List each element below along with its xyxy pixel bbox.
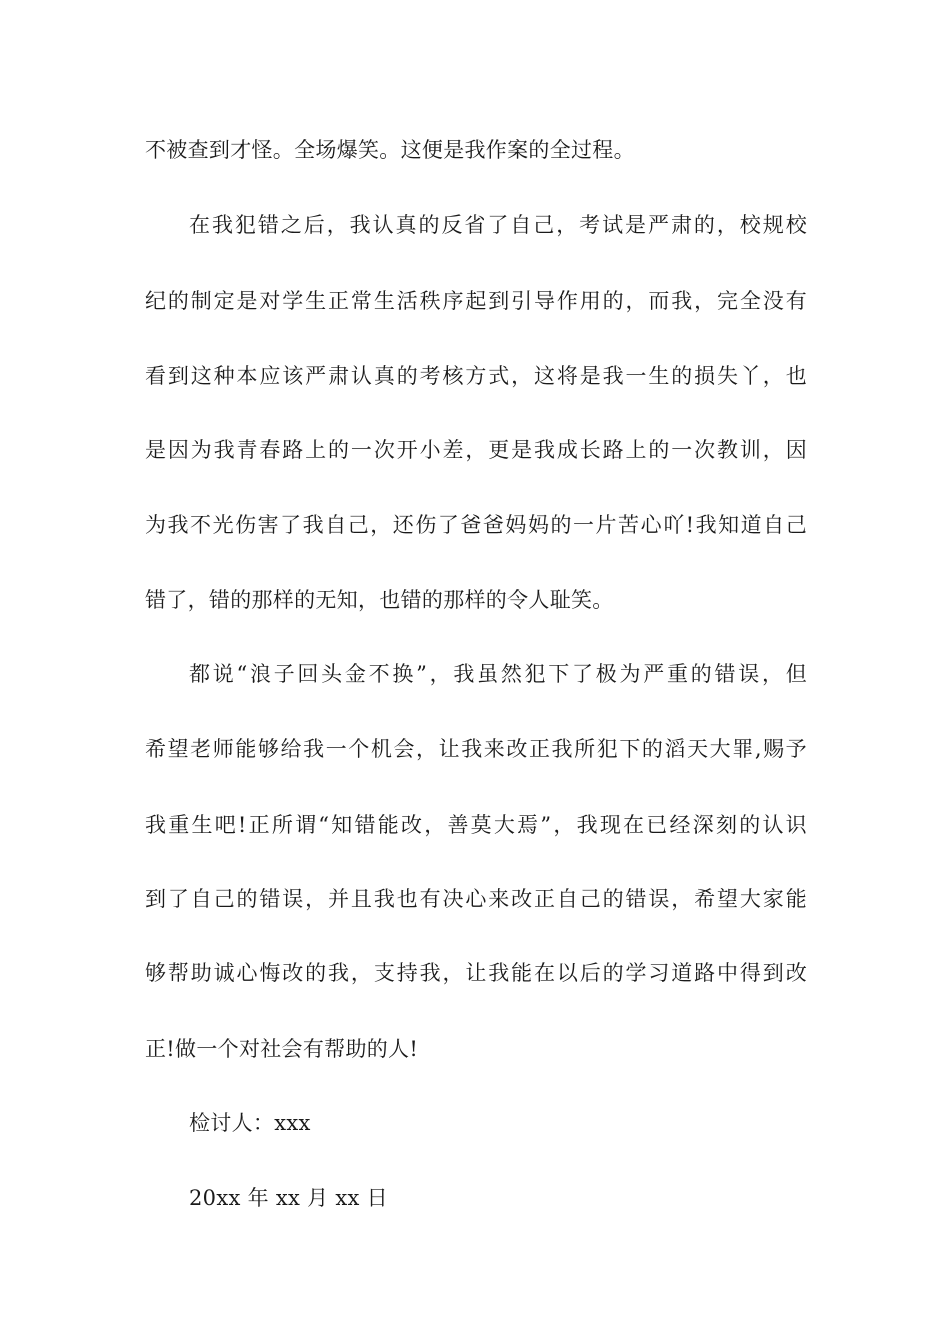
paragraph-line: 纪的制定是对学生正常生活秩序起到引导作用的，而我，完全没有: [145, 289, 807, 313]
date: 20xx 年 xx 月 xx 日: [189, 1186, 388, 1210]
paragraph-line: 够帮助诚心悔改的我，支持我，让我能在以后的学习道路中得到改: [145, 961, 807, 985]
paragraph-line: 是因为我青春路上的一次开小差，更是我成长路上的一次教训，因: [145, 438, 807, 462]
paragraph-line: 在我犯错之后，我认真的反省了自己，考试是严肃的，校规校: [189, 213, 807, 237]
paragraph-line: 看到这种本应该严肃认真的考核方式，这将是我一生的损失丫，也: [145, 364, 807, 388]
paragraph-line: 希望老师能够给我一个机会，让我来改正我所犯下的滔天大罪,赐予: [145, 737, 807, 761]
document-page: [145, 0, 807, 1344]
paragraph-line: 正!做一个对社会有帮助的人!: [145, 1037, 419, 1061]
paragraph-line: 都说“浪子回头金不换”，我虽然犯下了极为严重的错误，但: [189, 662, 807, 686]
paragraph-line: 到了自己的错误，并且我也有决心来改正自己的错误，希望大家能: [145, 887, 807, 911]
paragraph-line: 错了，错的那样的无知，也错的那样的令人耻笑。: [145, 588, 614, 612]
paragraph-line: 为我不光伤害了我自己，还伤了爸爸妈妈的一片苦心吖!我知道自己: [145, 513, 807, 537]
paragraph-line: 我重生吧!正所谓“知错能改，善莫大焉”，我现在已经深刻的认识: [145, 813, 807, 837]
signature: 检讨人：xxx: [189, 1111, 311, 1135]
paragraph-line: 不被查到才怪。全场爆笑。这便是我作案的全过程。: [145, 138, 635, 162]
